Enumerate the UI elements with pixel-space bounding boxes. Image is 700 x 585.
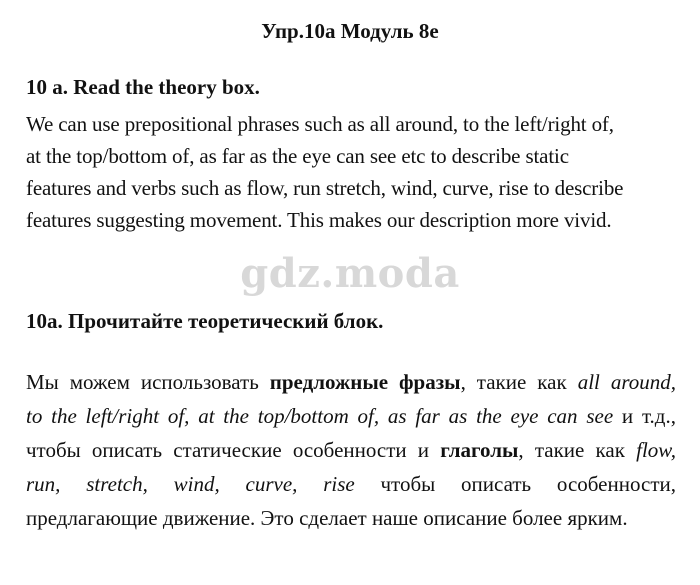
- english-line: features and verbs such as flow, run stretch, wind, curve, rise to describe: [26, 176, 624, 200]
- russian-text: Мы можем использовать: [26, 370, 270, 394]
- english-line: features suggesting movement. This makes our description more vivid.: [26, 208, 612, 232]
- russian-line-5: предлагающие движение. Это сделает наше описание более ярким.: [26, 506, 628, 530]
- russian-line-2: [26, 399, 676, 433]
- russian-bold-term: глаголы: [440, 438, 519, 462]
- english-line: at the top/bottom of, as far as the eye can see etc to describe static: [26, 144, 569, 168]
- russian-heading: 10а. Прочитайте теоретический блок.: [26, 309, 384, 333]
- english-example: run, stretch, wind, curve, rise: [26, 472, 355, 496]
- english-line: We can use prepositional phrases such as all around, to the left/right of,: [26, 112, 614, 136]
- english-heading: 10 a. Read the theory box.: [26, 75, 260, 99]
- russian-text: чтобы описать статические особенности и: [26, 438, 441, 462]
- page-title: Упр.10а Модуль 8е: [261, 19, 439, 43]
- english-example: all around,: [577, 370, 677, 394]
- english-paragraph: [26, 108, 686, 236]
- russian-paragraph: [26, 365, 676, 535]
- russian-text: , такие как: [460, 370, 578, 394]
- watermark: gdz.moda: [240, 250, 460, 297]
- english-example: flow,: [636, 438, 676, 462]
- russian-bold-term: предложные фразы: [269, 370, 461, 394]
- russian-text: чтобы описать особенности,: [354, 472, 676, 496]
- russian-line-3: [26, 433, 676, 467]
- russian-line-4: [26, 467, 676, 501]
- russian-line-1: [26, 365, 676, 399]
- english-example: to the left/right of, at the top/bottom of, as far as the eye can see: [26, 404, 614, 428]
- russian-text: , такие как: [518, 438, 637, 462]
- russian-text: и т.д.,: [613, 404, 676, 428]
